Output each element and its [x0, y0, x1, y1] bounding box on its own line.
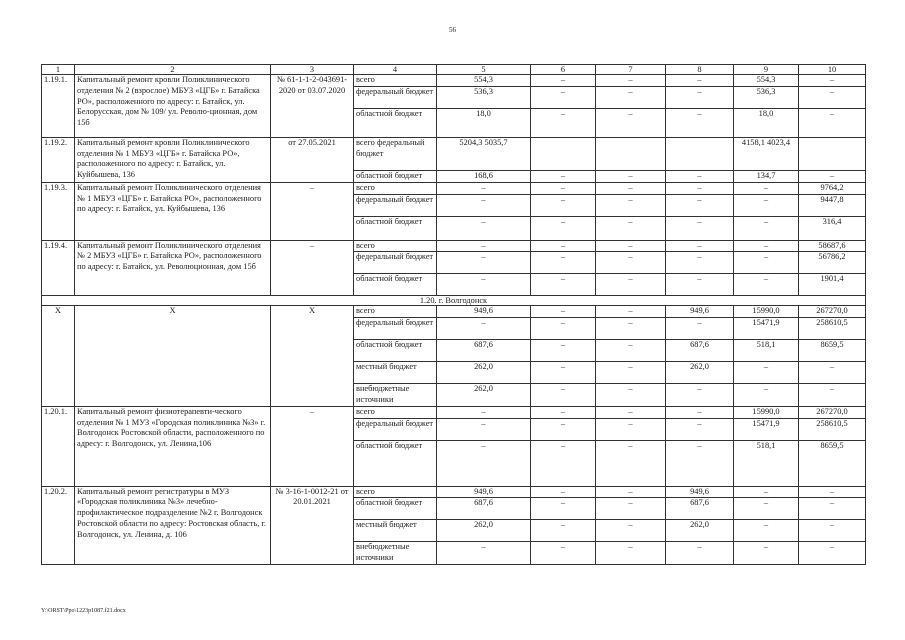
value-cell — [531, 137, 596, 170]
value-cell: – — [666, 216, 734, 240]
row-number: 1.19.4. — [42, 240, 75, 296]
document-ref: от 27.05.2021 — [271, 137, 354, 182]
value-cell: 168,6 — [437, 170, 531, 182]
document-ref: Х — [271, 306, 354, 406]
value-cell: 262,0 — [666, 520, 734, 542]
value-cell: 8659,5 — [799, 440, 866, 486]
value-cell: – — [799, 75, 866, 87]
document-ref: № 61-1-1-2-043691-2020 от 03.07.2020 — [271, 75, 354, 138]
value-cell: 262,0 — [437, 520, 531, 542]
funding-source: местный бюджет — [354, 520, 437, 542]
value-cell: – — [437, 418, 531, 440]
value-cell: – — [666, 86, 734, 108]
value-cell: – — [531, 384, 596, 407]
value-cell: – — [437, 274, 531, 296]
object-name: Капитальный ремонт кровли Поликлинического отделения № 2 (взрослое) МБУЗ «ЦГБ» г. Батайска РО», расположенного по адресу: г. Батайск, ул. Белорусская, дом № 109/ ул. Револю-ционная, дом 15б — [75, 75, 271, 138]
header-cell: 6 — [531, 65, 596, 75]
value-cell: – — [666, 318, 734, 340]
object-name: Капитальный ремонт кровли Поликлинического отделения № 1 МБУЗ «ЦГБ» г. Батайска РО», расположенного по адресу: г. Батайск, ул. Куйбышева, 136 — [75, 137, 271, 182]
value-cell: – — [531, 86, 596, 108]
value-cell: – — [734, 252, 799, 274]
value-cell: 134,7 — [734, 170, 799, 182]
value-cell: – — [596, 384, 666, 407]
value-cell: – — [734, 486, 799, 498]
value-cell: – — [531, 542, 596, 565]
value-cell: – — [596, 240, 666, 252]
section-title: 1.20. г. Волгодонск — [42, 296, 866, 306]
funding-source: федеральный бюджет — [354, 252, 437, 274]
header-cell: 9 — [734, 65, 799, 75]
value-cell: – — [531, 440, 596, 486]
header-row — [42, 65, 866, 75]
document-ref: № 3-16-1-0012-21 от 20.01.2021 — [271, 486, 354, 564]
header-cell: 7 — [596, 65, 666, 75]
value-cell: – — [531, 318, 596, 340]
value-cell: – — [596, 520, 666, 542]
funding-source: федеральный бюджет — [354, 86, 437, 108]
funding-source: областной бюджет — [354, 274, 437, 296]
value-cell: – — [734, 274, 799, 296]
value-cell: – — [734, 542, 799, 565]
value-cell: 15990,0 — [734, 306, 799, 318]
value-cell: – — [666, 108, 734, 137]
value-cell: – — [666, 274, 734, 296]
value-cell: – — [666, 240, 734, 252]
value-cell: – — [596, 274, 666, 296]
value-cell: 316,4 — [799, 216, 866, 240]
value-cell: – — [734, 498, 799, 520]
value-cell: 5204,3 5035,7 — [437, 137, 531, 170]
page-number: 56 — [449, 26, 456, 34]
row-number: 1.20.1. — [42, 406, 75, 486]
value-cell: – — [596, 486, 666, 498]
table-row — [42, 406, 866, 418]
section-row — [42, 296, 866, 306]
value-cell: – — [596, 362, 666, 384]
value-cell: – — [531, 486, 596, 498]
value-cell: 262,0 — [437, 362, 531, 384]
funding-source: всего — [354, 240, 437, 252]
header-cell: 3 — [271, 65, 354, 75]
value-cell: 267270,0 — [799, 406, 866, 418]
funding-source: областной бюджет — [354, 108, 437, 137]
header-cell: 4 — [354, 65, 437, 75]
document-ref: – — [271, 240, 354, 296]
value-cell: – — [596, 252, 666, 274]
value-cell: – — [799, 520, 866, 542]
value-cell: – — [531, 362, 596, 384]
value-cell: – — [437, 318, 531, 340]
table-row — [42, 240, 866, 252]
value-cell: 518,1 — [734, 440, 799, 486]
funding-source: федеральный бюджет — [354, 318, 437, 340]
value-cell: 9447,8 — [799, 194, 866, 216]
value-cell: – — [596, 306, 666, 318]
value-cell: 15471,9 — [734, 318, 799, 340]
value-cell: 536,3 — [734, 86, 799, 108]
value-cell: – — [437, 542, 531, 565]
value-cell: – — [596, 170, 666, 182]
value-cell: – — [734, 194, 799, 216]
value-cell: 15990,0 — [734, 406, 799, 418]
value-cell: – — [437, 252, 531, 274]
value-cell: – — [799, 384, 866, 407]
value-cell: – — [596, 182, 666, 194]
value-cell: – — [531, 216, 596, 240]
funding-source: всего — [354, 182, 437, 194]
value-cell: – — [666, 542, 734, 565]
value-cell: 262,0 — [666, 362, 734, 384]
value-cell: 949,6 — [666, 486, 734, 498]
value-cell: – — [531, 108, 596, 137]
row-number: Х — [42, 306, 75, 406]
value-cell: – — [799, 362, 866, 384]
value-cell: – — [666, 170, 734, 182]
value-cell: 18,0 — [734, 108, 799, 137]
value-cell: – — [734, 240, 799, 252]
value-cell: 554,3 — [734, 75, 799, 87]
value-cell: – — [531, 170, 596, 182]
row-number: 1.19.2. — [42, 137, 75, 182]
row-number: 1.19.1. — [42, 75, 75, 138]
value-cell: – — [596, 440, 666, 486]
funding-source: областной бюджет — [354, 340, 437, 362]
funding-source: областной бюджет — [354, 170, 437, 182]
value-cell: – — [531, 274, 596, 296]
funding-source: внебюджетные источники — [354, 384, 437, 407]
value-cell — [799, 137, 866, 170]
value-cell: – — [596, 418, 666, 440]
value-cell: 56786,2 — [799, 252, 866, 274]
value-cell: – — [596, 75, 666, 87]
value-cell: – — [596, 340, 666, 362]
value-cell: – — [596, 108, 666, 137]
object-name: Капитальный ремонт физиотерапевти-ческого отделения № 1 МУЗ «Городская поликлиника №3» г. Волгодонск Ростовской области, расположенного по адресу: г. Волгодонск, ул. Ленина,106 — [75, 406, 271, 486]
value-cell: – — [666, 194, 734, 216]
value-cell: – — [596, 86, 666, 108]
value-cell: – — [799, 86, 866, 108]
value-cell: 687,6 — [437, 340, 531, 362]
value-cell: – — [437, 194, 531, 216]
value-cell: – — [531, 340, 596, 362]
footer-path: Y:\ORST\Ppo\1223p1087.f21.docx — [41, 608, 126, 614]
value-cell: – — [596, 498, 666, 520]
value-cell: – — [734, 182, 799, 194]
value-cell: – — [666, 252, 734, 274]
value-cell: 262,0 — [437, 384, 531, 407]
table-row — [42, 75, 866, 87]
value-cell — [596, 137, 666, 170]
value-cell: – — [531, 182, 596, 194]
value-cell: – — [734, 362, 799, 384]
funding-source: всего — [354, 75, 437, 87]
value-cell: – — [437, 240, 531, 252]
funding-source: внебюджетные источники — [354, 542, 437, 565]
document-ref: – — [271, 406, 354, 486]
funding-source: федеральный бюджет — [354, 194, 437, 216]
funding-source: всего — [354, 306, 437, 318]
value-cell: – — [596, 216, 666, 240]
value-cell: 9764,2 — [799, 182, 866, 194]
document-ref: – — [271, 182, 354, 240]
object-name: Капитальный ремонт Поликлинического отделения № 2 МБУЗ «ЦГБ» г. Батайска РО», расположенного по адресу: г. Батайск, ул. Революционная, дом 15б — [75, 240, 271, 296]
value-cell: 687,6 — [666, 340, 734, 362]
value-cell: 8659,5 — [799, 340, 866, 362]
table-row — [42, 306, 866, 318]
value-cell: – — [531, 75, 596, 87]
value-cell: – — [531, 498, 596, 520]
value-cell: 687,6 — [437, 498, 531, 520]
value-cell: 18,0 — [437, 108, 531, 137]
object-name: Капитальный ремонт Поликлинического отделения № 1 МБУЗ «ЦГБ» г. Батайска РО», расположенного по адресу: г. Батайск, ул. Куйбышева, 136 — [75, 182, 271, 240]
row-number: 1.20.2. — [42, 486, 75, 564]
value-cell: – — [799, 498, 866, 520]
value-cell: – — [437, 406, 531, 418]
value-cell: – — [666, 406, 734, 418]
value-cell: – — [596, 318, 666, 340]
table-row — [42, 137, 866, 170]
value-cell: – — [666, 75, 734, 87]
value-cell: – — [799, 542, 866, 565]
funding-source: областной бюджет — [354, 216, 437, 240]
value-cell: 258610,5 — [799, 318, 866, 340]
value-cell: – — [531, 240, 596, 252]
value-cell: 1901,4 — [799, 274, 866, 296]
value-cell — [666, 137, 734, 170]
header-cell: 8 — [666, 65, 734, 75]
value-cell: – — [799, 108, 866, 137]
value-cell: 554,3 — [437, 75, 531, 87]
funding-source: всего — [354, 406, 437, 418]
table-row — [42, 182, 866, 194]
funding-source: федеральный бюджет — [354, 418, 437, 440]
value-cell: – — [734, 216, 799, 240]
value-cell: 4158,1 4023,4 — [734, 137, 799, 170]
value-cell: 949,6 — [666, 306, 734, 318]
funding-source: всего федеральный бюджет — [354, 137, 437, 170]
value-cell: 687,6 — [666, 498, 734, 520]
value-cell: – — [666, 440, 734, 486]
value-cell: 949,6 — [437, 486, 531, 498]
header-cell: 1 — [42, 65, 75, 75]
header-cell: 10 — [799, 65, 866, 75]
header-cell: 2 — [75, 65, 271, 75]
value-cell: 536,3 — [437, 86, 531, 108]
funding-source: всего — [354, 486, 437, 498]
header-cell: 5 — [437, 65, 531, 75]
value-cell: – — [531, 194, 596, 216]
table-body — [42, 65, 866, 565]
value-cell: 518,1 — [734, 340, 799, 362]
value-cell: – — [531, 520, 596, 542]
funding-source: областной бюджет — [354, 498, 437, 520]
funding-source: местный бюджет — [354, 362, 437, 384]
value-cell: – — [596, 406, 666, 418]
value-cell: – — [437, 182, 531, 194]
value-cell: – — [734, 520, 799, 542]
value-cell: – — [666, 384, 734, 407]
value-cell: 58687,6 — [799, 240, 866, 252]
table-row — [42, 486, 866, 498]
value-cell: – — [437, 216, 531, 240]
value-cell: – — [799, 170, 866, 182]
object-name: Капитальный ремонт регистратуры в МУЗ «Городская поликлиника №3» лечебно-профилактическое подразделение №2 г. Волгодонск Ростовской области по адресу: Ростовская область, г. Волгодонск, ул. Ленина, д. 106 — [75, 486, 271, 564]
value-cell: – — [531, 306, 596, 318]
value-cell: – — [531, 252, 596, 274]
value-cell: 949,6 — [437, 306, 531, 318]
value-cell: – — [531, 406, 596, 418]
value-cell: – — [437, 440, 531, 486]
value-cell: – — [596, 194, 666, 216]
budget-table — [41, 64, 866, 565]
row-number: 1.19.3. — [42, 182, 75, 240]
value-cell: 15471,9 — [734, 418, 799, 440]
value-cell: – — [666, 182, 734, 194]
value-cell: 267270,0 — [799, 306, 866, 318]
value-cell: – — [531, 418, 596, 440]
object-name: Х — [75, 306, 271, 406]
value-cell: – — [666, 418, 734, 440]
value-cell: – — [596, 542, 666, 565]
funding-source: областной бюджет — [354, 440, 437, 486]
value-cell: – — [734, 384, 799, 407]
value-cell: 258610,5 — [799, 418, 866, 440]
value-cell: – — [799, 486, 866, 498]
